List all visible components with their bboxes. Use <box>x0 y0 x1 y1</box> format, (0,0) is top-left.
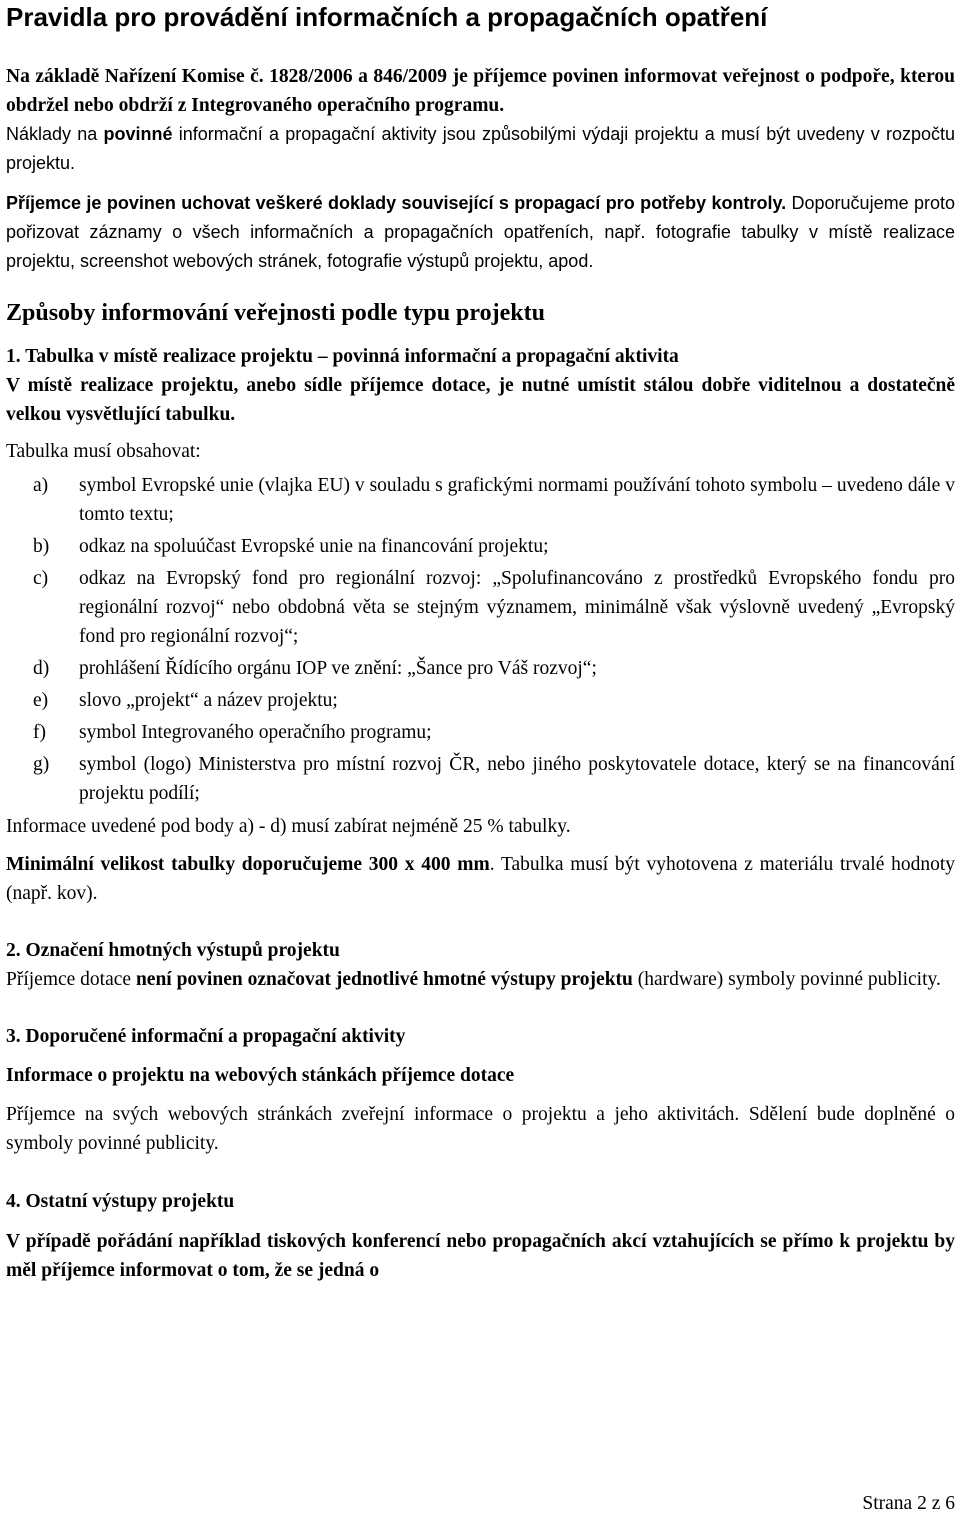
list-item-marker: d) <box>33 658 50 679</box>
list-item <box>6 471 955 529</box>
s2-text-a: Příjemce dotace <box>6 969 136 990</box>
s1-size <box>6 850 955 908</box>
s1-size-bold: Minimální velikost tabulky doporučujeme 300 x 400 mm <box>6 854 490 875</box>
s2-heading-text: 2. Označení hmotných výstupů projektu <box>6 940 340 961</box>
s1-size-text: . Tabulka musí být vyhotovena z materiálu trvalé hodnoty (např. kov). <box>6 854 955 904</box>
s4-text-bold: V případě pořádání například tiskových konferencí nebo propagačních akcí vztahujících se přímo k projektu by měl příjemce informovat o tom, že se jedná o <box>6 1231 955 1281</box>
list-item-marker: e) <box>33 690 49 711</box>
s1-must-contain: Tabulka musí obsahovat: <box>6 441 201 462</box>
s2-heading <box>6 936 955 965</box>
costs-text-c: informační a propagační aktivity jsou způsobilými výdaji projektu a musí být uvedeny v rozpočtu projektu. <box>6 124 955 173</box>
costs-text-bold: povinné <box>103 124 173 144</box>
intro-costs <box>6 120 955 178</box>
list-item-text: symbol Evropské unie (vlajka EU) v souladu s grafickými normami používání tohoto symbolu – uvedeno dále v tomto textu; <box>79 475 955 525</box>
list-item-text: symbol (logo) Ministerstva pro místní rozvoj ČR, nebo jiného poskytovatele dotace, který se na financování projektu podílí; <box>79 754 955 804</box>
s3-subheading <box>6 1061 955 1090</box>
s4-heading <box>6 1187 955 1216</box>
list-item <box>6 686 955 715</box>
s4-text <box>6 1227 955 1285</box>
list-item <box>6 718 955 747</box>
s3-text: Příjemce na svých webových stránkách zveřejní informace o projektu a jeho aktivitách. Sdělení bude doplněné o symboly povinné publicity. <box>6 1104 955 1154</box>
s1-heading-text: 1. Tabulka v místě realizace projektu – povinná informační a propagační aktivita <box>6 346 679 367</box>
list-item-marker: g) <box>33 754 50 775</box>
list-item-marker: c) <box>33 568 49 589</box>
intro-regulation-text: Na základě Nařízení Komise č. 1828/2006 a 846/2009 je příjemce povinen informovat veřejnost o podpoře, kterou obdržel nebo obdrží z Integrovaného operačního programu. <box>6 66 955 116</box>
page-title: Pravidla pro provádění informačních a propagačních opatření <box>6 2 768 32</box>
s1-info-25: Informace uvedené pod body a) - d) musí zabírat nejméně 25 % tabulky. <box>6 816 571 837</box>
s3-subheading-text: Informace o projektu na webových stánkách příjemce dotace <box>6 1065 515 1086</box>
records-text: Doporučujeme proto pořizovat záznamy o všech informačních a propagačních opatřeních, např. fotografie tabulky v místě realizace projektu, screenshot webových stránek, fotografie výstupů projektu, apod. <box>6 193 955 271</box>
s4-heading-text: 4. Ostatní výstupy projektu <box>6 1191 235 1212</box>
s2-text-c: (hardware) symboly povinné publicity. <box>632 969 941 990</box>
intro-records <box>6 189 955 276</box>
list-item-text: slovo „projekt“ a název projektu; <box>79 690 338 711</box>
list-item <box>6 654 955 683</box>
s3-heading-text: 3. Doporučené informační a propagační aktivity <box>6 1026 406 1047</box>
list-item-text: prohlášení Řídícího orgánu IOP ve znění: „Šance pro Váš rozvoj“; <box>79 658 597 679</box>
costs-text-a: Náklady na <box>6 124 104 144</box>
s3-heading <box>6 1022 955 1051</box>
list-item-marker: f) <box>33 722 46 743</box>
s2-text <box>6 965 955 994</box>
s1-requirement <box>6 371 955 429</box>
records-bold-text: Příjemce je povinen uchovat veškeré doklady související s propagací pro potřeby kontroly. <box>6 193 787 213</box>
page-number: Strana 2 z 6 <box>862 1493 955 1514</box>
s1-requirement-text: V místě realizace projektu, anebo sídle příjemce dotace, je nutné umístit stálou dobře viditelnou a dostatečně velkou vysvětlující tabulku. <box>6 375 955 425</box>
s1-item-list <box>6 471 955 808</box>
s2-text-bold: není povinen označovat jednotlivé hmotné výstupy projektu <box>135 969 633 990</box>
list-item-text: odkaz na Evropský fond pro regionální rozvoj: „Spolufinancováno z prostředků Evropského fondu pro regionální rozvoj“ nebo obdobná věta se stejným významem, minimálně však výslovně uvedený „Evropský fond pro regionální rozvoj“; <box>79 568 955 647</box>
list-item-text: symbol Integrovaného operačního programu; <box>79 722 432 743</box>
intro-regulation <box>6 62 955 120</box>
section-heading: Způsoby informování veřejnosti podle typu projektu <box>6 300 545 326</box>
list-item <box>6 564 955 651</box>
s1-heading <box>6 342 955 371</box>
list-item <box>6 750 955 808</box>
list-item-marker: a) <box>33 475 49 496</box>
list-item-text: odkaz na spoluúčast Evropské unie na financování projektu; <box>79 536 549 557</box>
list-item-marker: b) <box>33 536 50 557</box>
list-item <box>6 532 955 561</box>
